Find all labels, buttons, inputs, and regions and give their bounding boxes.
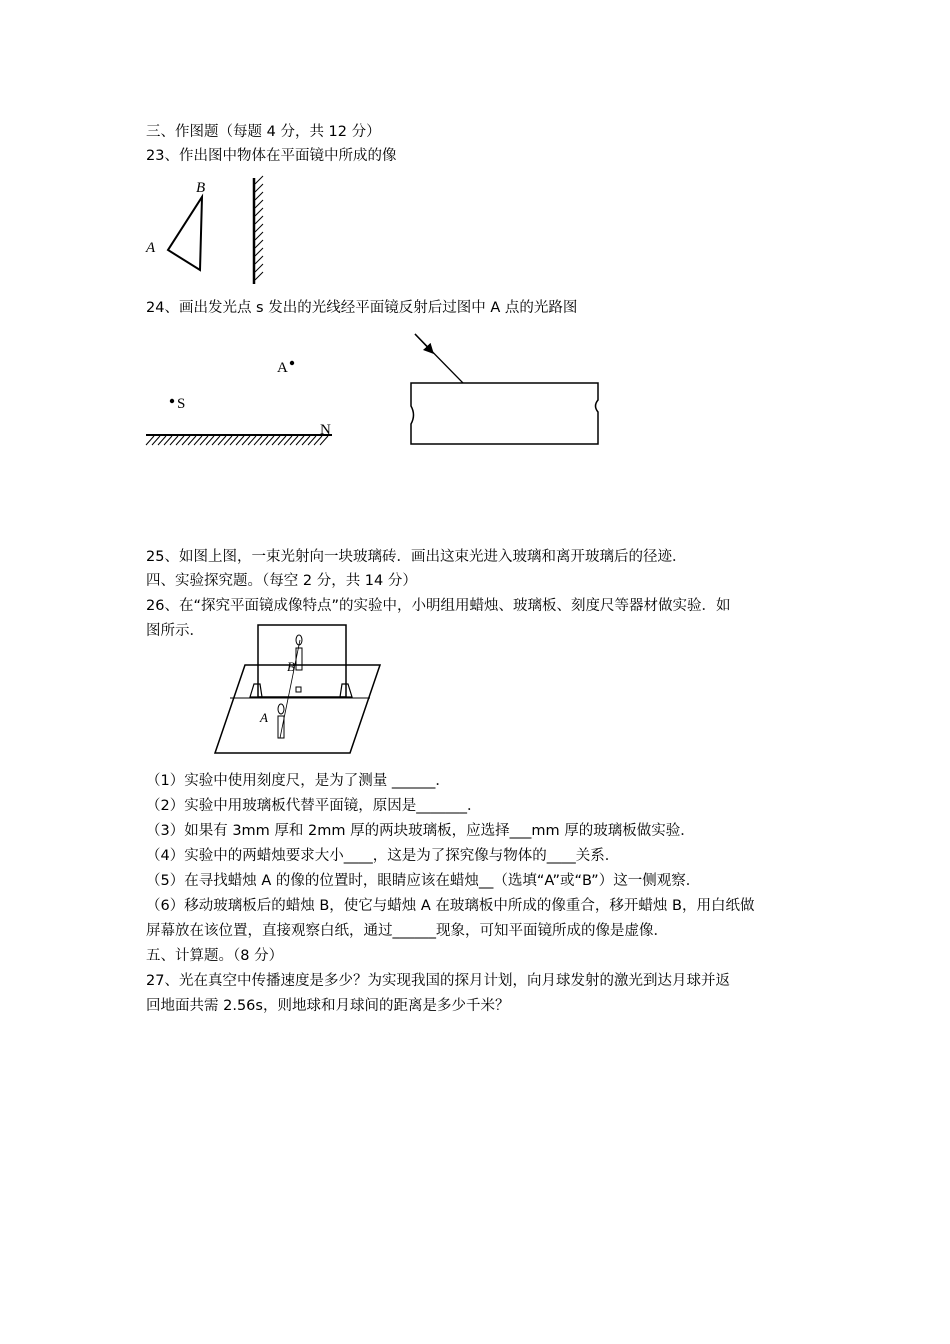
- question-23: 23、作出图中物体在平面镜中所成的像: [146, 148, 397, 164]
- question-25: 25、如图上图，一束光射向一块玻璃砖．画出这束光进入玻璃和离开玻璃后的径迹．: [146, 549, 687, 565]
- label-s: S: [177, 396, 186, 412]
- mirror-hatching: [146, 436, 328, 445]
- figure-23-mirror: [140, 172, 270, 292]
- point-s: [170, 399, 174, 403]
- question-24: 24、画出发光点 s 发出的光线经平面镜反射后过图中 A 点的光路图: [146, 300, 578, 316]
- table-surface: [215, 665, 380, 753]
- question-26-item-3: （3）如果有 3mm 厚和 2mm 厚的两块玻璃板，应选择___mm 厚的玻璃板做实验．: [146, 823, 695, 839]
- label-b: B: [287, 659, 295, 674]
- question-26-line-1: 26、在“探究平面镜成像特点”的实验中，小明组用蜡烛、玻璃板、刻度尺等器材做实验．如: [146, 598, 731, 614]
- point-a: [290, 361, 294, 365]
- question-26-item-6-cont: 屏幕放在该位置，直接观察白纸，通过______现象，可知平面镜所成的像是虚像．: [146, 923, 668, 939]
- label-a: A: [260, 710, 268, 725]
- question-26-item-1: （1）实验中使用刻度尺，是为了测量 ______．: [146, 773, 450, 789]
- label-a: A: [146, 240, 156, 256]
- figure-24-light-path: [140, 350, 350, 455]
- label-a: A: [277, 360, 288, 376]
- figure-25-glass-brick: [395, 320, 615, 450]
- question-26-item-6: （6）移动玻璃板后的蜡烛 B，使它与蜡烛 A 在玻璃板中所成的像重合，移开蜡烛 B，用白纸做: [146, 898, 755, 914]
- question-26-item-4: （4）实验中的两蜡烛要求大小____，这是为了探究像与物体的____关系．: [146, 848, 620, 864]
- plate-stand-left: [250, 684, 262, 697]
- label-n: N: [320, 422, 331, 438]
- right-angle-mark: [296, 687, 301, 692]
- axis-line: [280, 640, 300, 738]
- figure-26-experiment: [210, 620, 390, 760]
- question-26-item-5: （5）在寻找蜡烛 A 的像的位置时，眼睛应该在蜡烛__（选填“A”或“B”）这一侧观察．: [146, 873, 701, 889]
- flame-a-icon: [278, 704, 284, 714]
- question-27-line-1: 27、光在真空中传播速度是多少？为实现我国的探月计划，向月球发射的激光到达月球并返: [146, 973, 730, 989]
- question-26-line-2: 图所示．: [146, 623, 204, 639]
- section-heading-calculation: 五、计算题。（8 分）: [146, 948, 284, 964]
- triangle-object: [168, 197, 202, 270]
- section-heading-experiment: 四、实验探究题。（每空 2 分，共 14 分）: [146, 573, 417, 589]
- candle-b: [296, 648, 302, 670]
- glass-brick-outline: [411, 383, 598, 444]
- arrow-icon: [415, 334, 433, 353]
- section-heading-drawing: 三、作图题（每题 4 分，共 12 分）: [146, 124, 381, 140]
- label-b: B: [196, 180, 206, 196]
- question-26-item-2: （2）实验中用玻璃板代替平面镜，原因是_______．: [146, 798, 482, 814]
- mirror-hatching: [255, 176, 263, 280]
- question-27-line-2: 回地面共需 2.56s，则地球和月球间的距离是多少千米？: [146, 998, 510, 1014]
